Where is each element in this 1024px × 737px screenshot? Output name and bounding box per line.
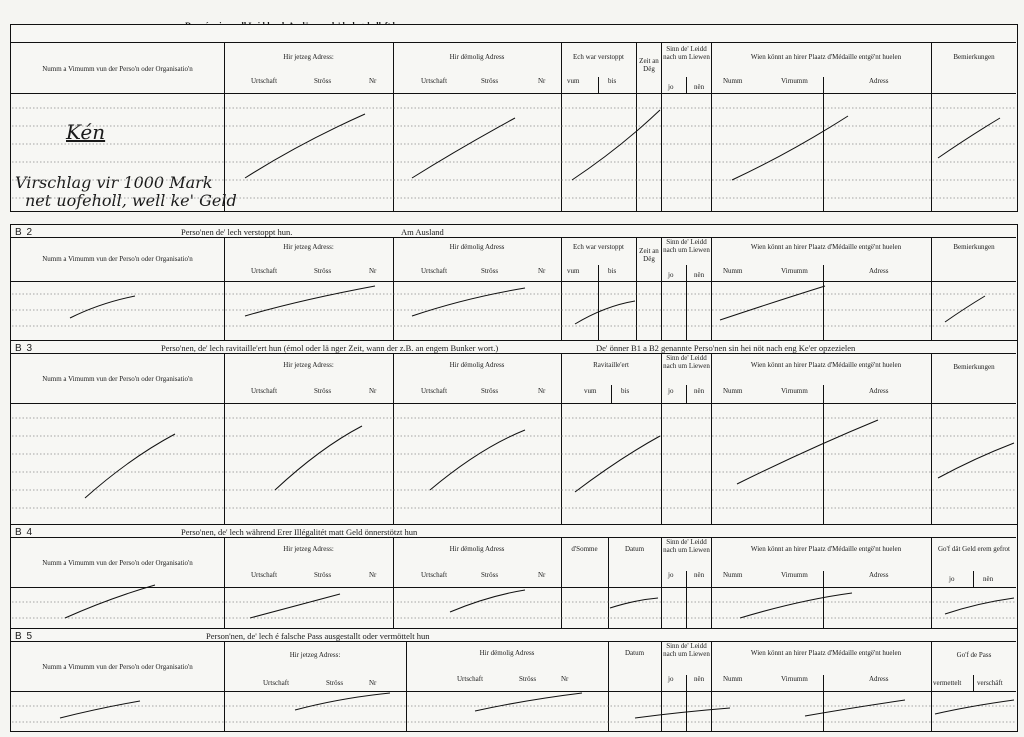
col-medal: Wien könnt an hirer Plaatz d'Médaille entgë'nt huelen — [750, 649, 902, 657]
resistance-helpers-form — [10, 18, 1018, 732]
col-numm: Numm — [723, 267, 743, 275]
col-old-addr: Hir dëmolig Adress — [479, 649, 535, 657]
col-town: Urtschaft — [421, 387, 448, 395]
col-yes: jo — [949, 575, 955, 583]
col-numm: Numm — [723, 571, 743, 579]
col-adress: Adress — [869, 77, 889, 85]
col-street: Ströss — [314, 267, 332, 275]
col-from: vum — [584, 387, 597, 395]
section-subtitle-b2: Am Ausland — [401, 227, 444, 237]
col-pass-given: vermettelt — [933, 679, 962, 687]
col-town: Urtschaft — [457, 675, 484, 683]
col-street: Ströss — [481, 387, 499, 395]
col-old-addr: Hir dëmolig Adress — [449, 361, 505, 369]
col-town: Urtschaft — [251, 77, 278, 85]
col-street: Ströss — [314, 387, 332, 395]
col-town: Urtschaft — [421, 267, 448, 275]
col-yes: jo — [668, 83, 674, 91]
col-pass: Go'f de Pass — [956, 651, 992, 659]
col-cur-addr: Hir jetzeg Adress: — [283, 53, 334, 61]
handwritten-name: Kén — [66, 120, 106, 144]
col-cur-addr: Hir jetzeg Adress: — [283, 361, 334, 369]
col-remarks: Bemierkungen — [953, 363, 995, 371]
col-street: Ströss — [314, 77, 332, 85]
col-nr: Nr — [369, 77, 377, 85]
col-cur-addr: Hir jetzeg Adress: — [283, 545, 334, 553]
col-vimumm: Virnumm — [781, 267, 808, 275]
col-from: vum — [567, 77, 580, 85]
col-street: Ströss — [314, 571, 332, 579]
col-no: nën — [694, 571, 705, 579]
col-to: bis — [608, 267, 617, 275]
col-no: nën — [694, 83, 705, 91]
col-nr: Nr — [369, 679, 377, 687]
col-vimumm: Virnumm — [781, 571, 808, 579]
section-title-b4: Perso'nen, de' lech während Erer Illégalitét matt Geld önnerstötzt hun — [181, 527, 418, 537]
col-name: Numm a Vimumm vun der Perso'n oder Organisatio'n — [42, 663, 193, 671]
section-title-b3: Perso'nen, de' lech ravitaille'ert hun (émol oder lä nger Zeit, wann der z.B. an engem Bunker wort.) — [161, 343, 499, 353]
col-nr: Nr — [538, 267, 546, 275]
col-cur-addr: Hir jetzeg Adress: — [289, 651, 341, 659]
col-town: Urtschaft — [251, 571, 278, 579]
col-name: Numm a Vimumm vun der Perso'n oder Organisatio'n — [42, 375, 193, 383]
section-id-b2: B 2 — [15, 227, 34, 238]
col-alive: Sinn de' Leidd nach um Liewen — [663, 238, 710, 254]
col-town: Urtschaft — [263, 679, 290, 687]
form-ruling-and-strokes — [10, 18, 1018, 732]
col-name: Numm a Vimumm vun der Perso'n oder Organisatio'n — [42, 65, 193, 73]
section-id-b4: B 4 — [15, 527, 34, 538]
col-town: Urtschaft — [251, 387, 278, 395]
cancellation-strokes — [60, 110, 1014, 718]
col-street: Ströss — [519, 675, 537, 683]
col-vimumm: Virnumm — [781, 387, 808, 395]
col-adress: Adress — [869, 387, 889, 395]
col-alive: Sinn de' Leidd nach um Liewen — [663, 642, 710, 658]
col-street: Ströss — [481, 77, 499, 85]
col-medal: Wien könnt an hirer Plaatz d'Médaille entgë'nt huelen — [750, 545, 902, 553]
section-id-b5: B 5 — [15, 631, 34, 642]
col-name: Numm a Vimumm vun der Perso'n oder Organisatio'n — [42, 255, 193, 263]
col-street: Ströss — [481, 571, 499, 579]
col-to: bis — [608, 77, 617, 85]
col-no: nën — [694, 271, 705, 279]
section-id-b3: B 3 — [15, 343, 34, 354]
col-alive: Sinn de' Leidd nach um Liewen — [663, 538, 710, 554]
col-nr: Nr — [369, 267, 377, 275]
col-old-addr: Hir dëmolig Adress — [449, 545, 505, 553]
col-town: Urtschaft — [421, 77, 448, 85]
col-no: nën — [694, 675, 705, 683]
col-street: Ströss — [326, 679, 344, 687]
col-hidden: Ech war verstoppt — [573, 53, 624, 61]
col-remarks: Bemierkungen — [953, 243, 995, 251]
col-alive: Sinn de' Leidd nach um Liewen — [663, 45, 710, 61]
col-numm: Numm — [723, 675, 743, 683]
col-pass-made: verschäft — [977, 679, 1003, 687]
col-hidden: Ech war verstoppt — [573, 243, 624, 251]
col-time: Zeit an Dëg — [639, 57, 659, 73]
col-no: nën — [983, 575, 994, 583]
col-vimumm: Virnumm — [781, 77, 808, 85]
col-name: Numm a Vimumm vun der Perso'n oder Organisatio'n — [42, 559, 193, 567]
col-yes: jo — [668, 271, 674, 279]
col-old-addr: Hir dëmolig Adress — [449, 53, 505, 61]
col-ravit: Ravitaille'ert — [593, 361, 629, 369]
section-subtitle-b3: De' önner B1 a B2 genannte Perso'nen sin hei nöt nach eng Ke'er opzezielen — [596, 343, 856, 353]
col-adress: Adress — [869, 675, 889, 683]
col-adress: Adress — [869, 571, 889, 579]
col-nr: Nr — [538, 77, 546, 85]
col-street: Ströss — [481, 267, 499, 275]
col-nr: Nr — [369, 571, 377, 579]
col-nr: Nr — [369, 387, 377, 395]
col-town: Urtschaft — [251, 267, 278, 275]
col-medal: Wien könnt an hirer Plaatz d'Médaille entgë'nt huelen — [750, 53, 902, 61]
col-to: bis — [621, 387, 630, 395]
col-no: nën — [694, 387, 705, 395]
col-numm: Numm — [723, 77, 743, 85]
col-yes: jo — [668, 571, 674, 579]
col-vimumm: Virnumm — [781, 675, 808, 683]
col-yes: jo — [668, 387, 674, 395]
col-old-addr: Hir dëmolig Adress — [449, 243, 505, 251]
handwritten-note-line2: net uofeholl, well ke' Geld — [25, 191, 237, 210]
col-money-asked: Go'f dät Geld erem gefrot — [937, 545, 1010, 553]
dotted-ruling — [12, 108, 1015, 722]
handwritten-note-line1: Virschlag vir 1000 Mark — [15, 173, 213, 192]
col-nr: Nr — [538, 387, 546, 395]
col-time: Zeit an Dëg — [639, 247, 659, 263]
col-date: Datum — [624, 545, 645, 553]
col-town: Urtschaft — [421, 571, 448, 579]
col-date: Datum — [624, 649, 645, 657]
col-yes: jo — [668, 675, 674, 683]
col-medal: Wien könnt an hirer Plaatz d'Médaille entgë'nt huelen — [750, 361, 902, 369]
col-nr: Nr — [561, 675, 569, 683]
col-sum: d'Somme — [571, 545, 598, 553]
col-alive: Sinn de' Leidd nach um Liewen — [663, 354, 710, 370]
col-from: vum — [567, 267, 580, 275]
col-medal: Wien könnt an hirer Plaatz d'Médaille entgë'nt huelen — [750, 243, 902, 251]
col-cur-addr: Hir jetzeg Adress: — [283, 243, 334, 251]
section-title-b2: Perso'nen de' lech verstoppt hun. — [181, 227, 293, 237]
section-title-b5: Person'nen, de' lech é falsche Pass ausgestallt oder vermöttelt hun — [206, 631, 430, 641]
col-numm: Numm — [723, 387, 743, 395]
col-adress: Adress — [869, 267, 889, 275]
col-nr: Nr — [538, 571, 546, 579]
col-remarks: Bemierkungen — [953, 53, 995, 61]
